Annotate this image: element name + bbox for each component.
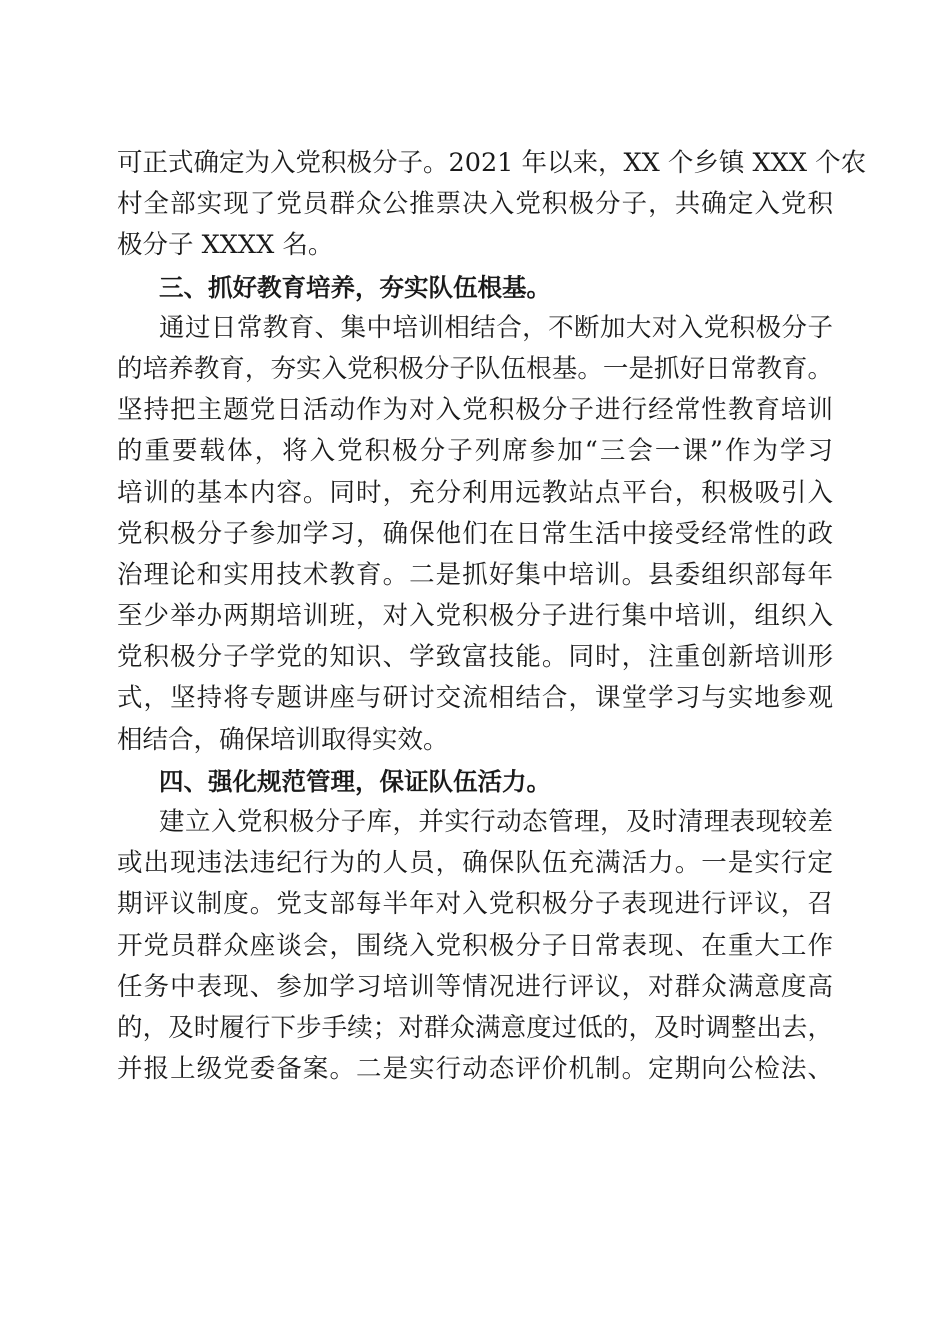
text-line: 党积极分子参加学习，确保他们在日常生活中接受经常性的政 xyxy=(117,518,833,549)
section-heading: 三、抓好教育培养，夯实队伍根基。 xyxy=(159,272,551,302)
text-line: 期评议制度。党支部每半年对入党积极分子表现进行评议，召 xyxy=(117,889,833,920)
text-line: 极分子 XXXX 名。 xyxy=(117,230,334,261)
text-line: 坚持把主题党日活动作为对入党积极分子进行经常性教育培训 xyxy=(117,395,833,426)
text-line: 建立入党积极分子库，并实行动态管理，及时清理表现较差 xyxy=(159,807,833,837)
text-line: 相结合，确保培训取得实效。 xyxy=(117,724,449,755)
document-body xyxy=(117,143,867,1090)
text-line: 可正式确定为入党积极分子。2021 年以来，XX 个乡镇 XXX 个农 xyxy=(117,148,867,178)
text-line: 或出现违法违纪行为的人员，确保队伍充满活力。一是实行定 xyxy=(117,848,833,879)
text-line: 治理论和实用技术教育。二是抓好集中培训。县委组织部每年 xyxy=(117,559,833,590)
text-line: 任务中表现、参加学习培训等情况进行评议，对群众满意度高 xyxy=(117,971,833,1002)
text-line: 的重要载体，将入党积极分子列席参加“三会一课”作为学习 xyxy=(117,436,833,467)
text-line: 村全部实现了党员群众公推票决入党积极分子，共确定入党积 xyxy=(117,189,833,220)
text-line: 至少举办两期培训班，对入党积极分子进行集中培训，组织入 xyxy=(117,601,833,632)
text-line: 开党员群众座谈会，围绕入党积极分子日常表现、在重大工作 xyxy=(117,930,833,961)
section-heading: 四、强化规范管理，保证队伍活力。 xyxy=(159,766,551,796)
text-line: 式，坚持将专题讲座与研讨交流相结合，课堂学习与实地参观 xyxy=(117,683,833,714)
text-line: 的培养教育，夯实入党积极分子队伍根基。一是抓好日常教育。 xyxy=(117,353,833,384)
text-line: 培训的基本内容。同时，充分利用远教站点平台，积极吸引入 xyxy=(117,477,833,508)
text-line: 通过日常教育、集中培训相结合，不断加大对入党积极分子 xyxy=(159,312,833,343)
text-line: 党积极分子学党的知识、学致富技能。同时，注重创新培训形 xyxy=(117,642,833,673)
text-line: 并报上级党委备案。二是实行动态评价机制。定期向公检法、 xyxy=(117,1054,833,1085)
text-line: 的，及时履行下步手续；对群众满意度过低的，及时调整出去， xyxy=(117,1012,833,1043)
